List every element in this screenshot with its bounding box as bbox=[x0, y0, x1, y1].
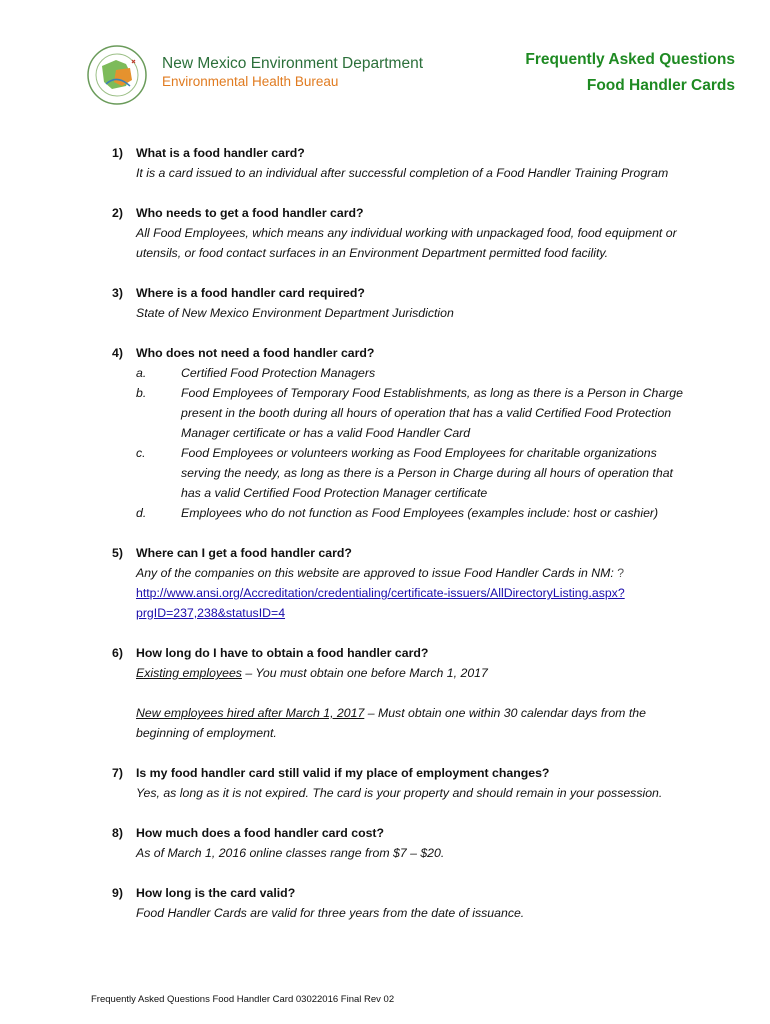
faq-item-9 bbox=[112, 883, 692, 923]
answer-text: As of March 1, 2016 online classes range from $7 – $20. bbox=[136, 846, 445, 860]
sub-item-letter: b. bbox=[136, 386, 147, 400]
page-footer: Frequently Asked Questions Food Handler Card 03022016 Final Rev 02 bbox=[91, 994, 395, 1005]
question-text: What is a food handler card? bbox=[136, 146, 305, 160]
title-line-2: Food Handler Cards bbox=[586, 77, 735, 94]
question-text: How long do I have to obtain a food handler card? bbox=[136, 646, 429, 660]
answer-new bbox=[136, 703, 692, 743]
answer-text: All Food Employees, which means any individual working with unpackaged food, food equipment or utensils, or food contact surfaces in an Environment Department permitted food facility. bbox=[136, 226, 677, 260]
faq-item-6 bbox=[112, 643, 692, 743]
department-header bbox=[162, 54, 423, 91]
answer-text: Food Handler Cards are valid for three years from the date of issuance. bbox=[136, 906, 525, 920]
question-number: 5) bbox=[112, 546, 123, 560]
sub-item-letter: a. bbox=[136, 366, 147, 380]
answer-intro: Any of the companies on this website are approved to issue Food Handler Cards in NM: bbox=[136, 566, 614, 580]
sub-item-text: Certified Food Protection Managers bbox=[181, 366, 376, 380]
faq-item-5 bbox=[112, 543, 692, 623]
faq-item-4 bbox=[112, 343, 692, 523]
answer-text: It is a card issued to an individual after successful completion of a Food Handler Training Program bbox=[136, 166, 669, 180]
sub-item-d bbox=[136, 503, 692, 523]
sub-item-b bbox=[136, 383, 692, 443]
question-number: 7) bbox=[112, 766, 123, 780]
question-number: 9) bbox=[112, 886, 123, 900]
faq-item-8 bbox=[112, 823, 692, 863]
question-text: Is my food handler card still valid if my place of employment changes? bbox=[136, 766, 550, 780]
question-number: 1) bbox=[112, 146, 123, 160]
question-text: Who needs to get a food handler card? bbox=[136, 206, 364, 220]
title-line-1: Frequently Asked Questions bbox=[525, 51, 735, 68]
new-employees-text: – Must obtain one within 30 calendar days from the beginning of employment. bbox=[136, 706, 646, 740]
question-text: How long is the card valid? bbox=[136, 886, 296, 900]
question-number: 2) bbox=[112, 206, 123, 220]
ansi-directory-link[interactable]: http://www.ansi.org/Accreditation/credentialing/certificate-issuers/AllDirectoryListing.aspx?prgID=237,238&statusID=4 bbox=[136, 586, 625, 620]
unknown-glyph: ? bbox=[617, 566, 625, 580]
faq-item-7 bbox=[112, 763, 692, 803]
nmed-seal-logo bbox=[86, 44, 148, 106]
answer-text: State of New Mexico Environment Department Jurisdiction bbox=[136, 306, 454, 320]
sub-item-text: Food Employees or volunteers working as Food Employees for charitable organizations serving the needy, as long as there is a Person in Charge during all hours of operation that has a valid Certified Food Protection Manager certificate bbox=[181, 446, 673, 500]
sub-item-text: Food Employees of Temporary Food Establishments, as long as there is a Person in Charge present in the booth during all hours of operation that has a valid Certified Food Protection Manager certificate or has a valid Food Handler Card bbox=[181, 386, 683, 440]
bureau-name: Environmental Health Bureau bbox=[162, 74, 339, 89]
question-text: Who does not need a food handler card? bbox=[136, 346, 375, 360]
faq-item-3 bbox=[112, 283, 692, 323]
question-number: 6) bbox=[112, 646, 123, 660]
sub-item-c bbox=[136, 443, 692, 503]
existing-employees-text: – You must obtain one before March 1, 2017 bbox=[241, 666, 488, 680]
faq-item-2 bbox=[112, 203, 692, 263]
answer-existing bbox=[136, 663, 692, 683]
sub-item-text: Employees who do not function as Food Employees (examples include: host or cashier) bbox=[181, 506, 659, 520]
answer-text bbox=[136, 563, 692, 623]
question-number: 3) bbox=[112, 286, 123, 300]
question-text: How much does a food handler card cost? bbox=[136, 826, 385, 840]
department-name: New Mexico Environment Department bbox=[162, 55, 424, 72]
question-text: Where can I get a food handler card? bbox=[136, 546, 352, 560]
existing-employees-label: Existing employees bbox=[136, 666, 242, 680]
faq-item-1 bbox=[112, 143, 692, 183]
answer-text: Yes, as long as it is not expired. The card is your property and should remain in your possession. bbox=[136, 786, 663, 800]
document-title bbox=[525, 47, 735, 99]
question-number: 4) bbox=[112, 346, 123, 360]
question-number: 8) bbox=[112, 826, 123, 840]
sub-item-letter: d. bbox=[136, 506, 147, 520]
sub-item-letter: c. bbox=[136, 446, 146, 460]
question-text: Where is a food handler card required? bbox=[136, 286, 365, 300]
faq-list bbox=[112, 143, 692, 943]
new-employees-label: New employees hired after March 1, 2017 bbox=[136, 706, 365, 720]
sub-item-a bbox=[136, 363, 692, 383]
